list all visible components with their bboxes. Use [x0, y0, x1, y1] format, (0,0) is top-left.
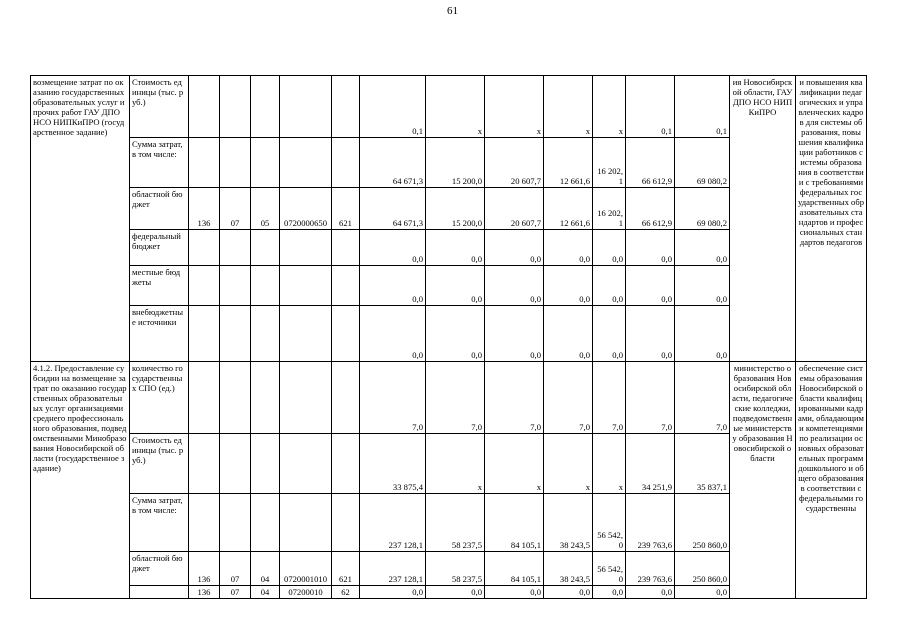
y4-cell: x [593, 76, 626, 138]
y3-cell: x [544, 76, 593, 138]
y5-cell: 0,0 [626, 306, 675, 362]
y5-cell: 0,0 [626, 266, 675, 306]
grbs-cell [189, 230, 220, 266]
pr-cell [251, 138, 280, 188]
y4-cell: 0,0 [593, 266, 626, 306]
executor-cell: министерство образования Новосибирской области, педагогические колледжи, подведомственные министерству образования Новосибирской области [730, 362, 796, 599]
vr-cell [332, 434, 360, 494]
total-cell: 237 128,1 [360, 552, 426, 586]
grbs-cell: 136 [189, 188, 220, 230]
y5-cell: 239 763,6 [626, 552, 675, 586]
y3-cell: 0,0 [544, 266, 593, 306]
expected-result-cell: обеспечение системы образования Новосибирской области квалифицированными кадрами, обладающими компетенциями по реализации основных образовательных программ дошкольного и общего образования в соответствии с федеральными государственны [796, 362, 867, 599]
y1-cell: 15 200,0 [426, 188, 485, 230]
y3-cell: 12 661,6 [544, 138, 593, 188]
total-cell: 0,1 [360, 76, 426, 138]
vr-cell [332, 76, 360, 138]
y1-cell: 0,0 [426, 230, 485, 266]
grbs-cell: 136 [189, 586, 220, 599]
total-cell: 0,0 [360, 266, 426, 306]
y4-cell: 7,0 [593, 362, 626, 434]
indicator-cell: местные бюджеты [130, 266, 189, 306]
total-cell: 7,0 [360, 362, 426, 434]
total-cell: 0,0 [360, 306, 426, 362]
page-number: 61 [447, 5, 458, 17]
rz-cell [220, 138, 251, 188]
indicator-cell: Сумма затрат, в том числе: [130, 494, 189, 552]
y4-cell: 56 542,0 [593, 494, 626, 552]
table-row [31, 362, 867, 434]
csr-cell [280, 230, 332, 266]
activity-description: возмещение затрат по оказанию государственных образовательных услуг и прочих работ ГАУ ДПО НСО НИПКиПРО (государственное задание) [31, 76, 130, 362]
y6-cell: 69 080,2 [675, 188, 730, 230]
grbs-cell [189, 362, 220, 434]
grbs-cell [189, 494, 220, 552]
indicator-cell: областной бюджет [130, 188, 189, 230]
y1-cell: 0,0 [426, 586, 485, 599]
total-cell: 0,0 [360, 586, 426, 599]
y5-cell: 7,0 [626, 362, 675, 434]
rz-cell: 07 [220, 552, 251, 586]
total-cell: 237 128,1 [360, 494, 426, 552]
y4-cell: 56 542,0 [593, 552, 626, 586]
csr-cell [280, 306, 332, 362]
csr-cell: 07200010 [280, 586, 332, 599]
indicator-cell: количество государственных СПО (ед.) [130, 362, 189, 434]
y2-cell: 20 607,7 [485, 188, 544, 230]
pr-cell: 04 [251, 552, 280, 586]
csr-cell [280, 138, 332, 188]
pr-cell [251, 76, 280, 138]
pr-cell [251, 230, 280, 266]
y6-cell: 0,0 [675, 266, 730, 306]
y5-cell: 0,1 [626, 76, 675, 138]
rz-cell [220, 306, 251, 362]
indicator-cell: внебюджетные источники [130, 306, 189, 362]
y2-cell: x [485, 76, 544, 138]
vr-cell [332, 138, 360, 188]
y3-cell: 7,0 [544, 362, 593, 434]
vr-cell [332, 266, 360, 306]
rz-cell [220, 434, 251, 494]
y6-cell: 69 080,2 [675, 138, 730, 188]
y6-cell: 0,0 [675, 230, 730, 266]
rz-cell: 07 [220, 188, 251, 230]
vr-cell: 621 [332, 552, 360, 586]
y2-cell: 0,0 [485, 586, 544, 599]
table-body [31, 76, 867, 599]
vr-cell [332, 306, 360, 362]
y3-cell: 38 243,5 [544, 494, 593, 552]
executor-cell: ия Новосибирской области, ГАУ ДПО НСО НИПКиПРО [730, 76, 796, 362]
y5-cell: 0,0 [626, 230, 675, 266]
vr-cell: 62 [332, 586, 360, 599]
total-cell: 0,0 [360, 230, 426, 266]
pr-cell [251, 266, 280, 306]
y3-cell: 0,0 [544, 230, 593, 266]
y3-cell: 0,0 [544, 586, 593, 599]
pr-cell [251, 306, 280, 362]
total-cell: 64 671,3 [360, 138, 426, 188]
indicator-cell: Стоимость единицы (тыс. руб.) [130, 76, 189, 138]
grbs-cell: 136 [189, 552, 220, 586]
y6-cell: 35 837,1 [675, 434, 730, 494]
y1-cell: x [426, 434, 485, 494]
y4-cell: 16 202,1 [593, 188, 626, 230]
csr-cell [280, 76, 332, 138]
vr-cell: 621 [332, 188, 360, 230]
expected-result-cell: и повышения квалификации педагогических и управленческих кадров для системы образования, повышения квалификации работников системы образования в соответствии с требованиями федеральных государственных образовательных стандартов и профессиональных стандартов педагогов [796, 76, 867, 362]
grbs-cell [189, 76, 220, 138]
activity-description: 4.1.2. Предоставление субсидии на возмещение затрат по оказанию государственных образовательных услуг организациями среднего профессионального образования, подведомственными Минобразования Новосибирской области (государственное задание) [31, 362, 130, 599]
vr-cell [332, 362, 360, 434]
csr-cell [280, 434, 332, 494]
y3-cell: 12 661,6 [544, 188, 593, 230]
y4-cell: x [593, 434, 626, 494]
rz-cell [220, 230, 251, 266]
y1-cell: x [426, 76, 485, 138]
pr-cell [251, 494, 280, 552]
y1-cell: 58 237,5 [426, 494, 485, 552]
indicator-cell: федеральный бюджет [130, 230, 189, 266]
grbs-cell [189, 266, 220, 306]
pr-cell [251, 434, 280, 494]
indicator-cell: Стоимость единицы (тыс. руб.) [130, 434, 189, 494]
csr-cell [280, 362, 332, 434]
pr-cell: 04 [251, 586, 280, 599]
y6-cell: 7,0 [675, 362, 730, 434]
pr-cell: 05 [251, 188, 280, 230]
total-cell: 64 671,3 [360, 188, 426, 230]
csr-cell [280, 266, 332, 306]
csr-cell: 0720000650 [280, 188, 332, 230]
y2-cell: x [485, 434, 544, 494]
vr-cell [332, 494, 360, 552]
y6-cell: 250 860,0 [675, 494, 730, 552]
y3-cell: x [544, 434, 593, 494]
y1-cell: 7,0 [426, 362, 485, 434]
y5-cell: 34 251,9 [626, 434, 675, 494]
y6-cell: 0,0 [675, 586, 730, 599]
indicator-cell [130, 586, 189, 599]
rz-cell [220, 494, 251, 552]
y5-cell: 0,0 [626, 586, 675, 599]
csr-cell: 0720001010 [280, 552, 332, 586]
rz-cell [220, 266, 251, 306]
indicator-cell: областной бюджет [130, 552, 189, 586]
y1-cell: 0,0 [426, 306, 485, 362]
y2-cell: 0,0 [485, 306, 544, 362]
grbs-cell [189, 138, 220, 188]
y2-cell: 84 105,1 [485, 494, 544, 552]
y1-cell: 58 237,5 [426, 552, 485, 586]
y5-cell: 66 612,9 [626, 188, 675, 230]
table-row [31, 76, 867, 138]
csr-cell [280, 494, 332, 552]
y3-cell: 38 243,5 [544, 552, 593, 586]
y4-cell: 16 202,1 [593, 138, 626, 188]
y2-cell: 7,0 [485, 362, 544, 434]
vr-cell [332, 230, 360, 266]
y2-cell: 0,0 [485, 266, 544, 306]
y6-cell: 250 860,0 [675, 552, 730, 586]
y4-cell: 0,0 [593, 230, 626, 266]
y6-cell: 0,1 [675, 76, 730, 138]
grbs-cell [189, 306, 220, 362]
y2-cell: 0,0 [485, 230, 544, 266]
y4-cell: 0,0 [593, 586, 626, 599]
y6-cell: 0,0 [675, 306, 730, 362]
grbs-cell [189, 434, 220, 494]
y2-cell: 84 105,1 [485, 552, 544, 586]
y2-cell: 20 607,7 [485, 138, 544, 188]
y1-cell: 15 200,0 [426, 138, 485, 188]
total-cell: 33 875,4 [360, 434, 426, 494]
rz-cell: 07 [220, 586, 251, 599]
rz-cell [220, 362, 251, 434]
pr-cell [251, 362, 280, 434]
y4-cell: 0,0 [593, 306, 626, 362]
y5-cell: 239 763,6 [626, 494, 675, 552]
y5-cell: 66 612,9 [626, 138, 675, 188]
y3-cell: 0,0 [544, 306, 593, 362]
indicator-cell: Сумма затрат, в том числе: [130, 138, 189, 188]
y1-cell: 0,0 [426, 266, 485, 306]
rz-cell [220, 76, 251, 138]
budget-table [30, 75, 867, 599]
